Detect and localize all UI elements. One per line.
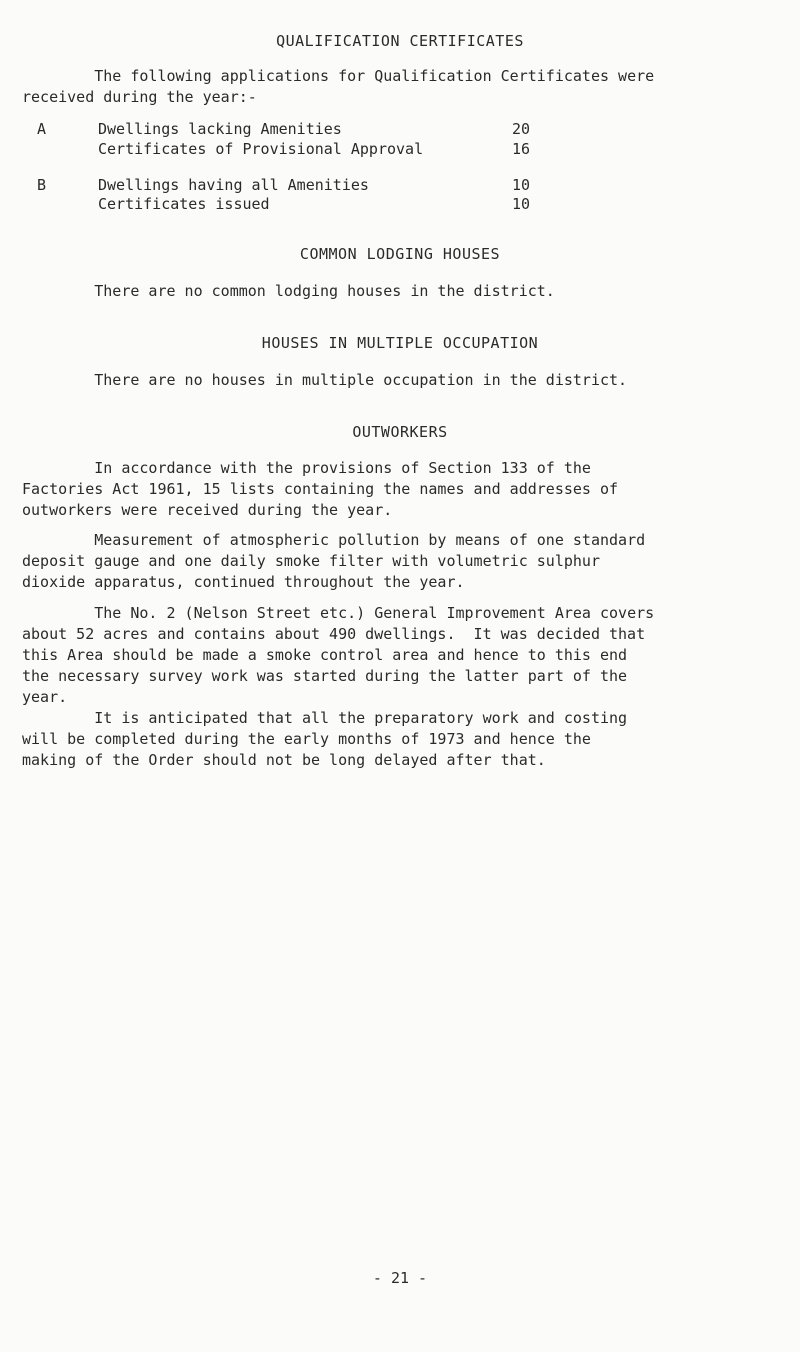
row-label: Dwellings lacking Amenities [98, 120, 342, 138]
page-number: - 21 - [372, 1269, 428, 1287]
pollution-paragraph: Measurement of atmospheric pollution by means of one standard deposit gauge and one daily smoke filter with volumetric sulphur dioxide apparatus, continued throughout the year. [22, 531, 646, 591]
row-value: 16 [512, 140, 531, 158]
multiple-occupation-text: There are no houses in multiple occupation in the district. [22, 371, 628, 389]
row-label: Dwellings having all Amenities [98, 176, 369, 194]
outworkers-paragraph-1: In accordance with the provisions of Section 133 of the Factories Act 1961, 15 lists containing the names and addresses of outworkers were received during the year. [22, 459, 619, 519]
outworkers-heading: OUTWORKERS [352, 423, 448, 441]
row-label: Certificates issued [98, 195, 270, 213]
group-letter-a: A [37, 120, 47, 138]
common-lodging-heading: COMMON LODGING HOUSES [299, 245, 501, 263]
group-letter-b: B [37, 176, 47, 194]
row-value: 20 [512, 120, 531, 138]
row-value: 10 [512, 195, 531, 213]
row-value: 10 [512, 176, 531, 194]
row-label: Certificates of Provisional Approval [98, 140, 424, 158]
common-lodging-text: There are no common lodging houses in the district. [22, 282, 555, 300]
multiple-occupation-heading: HOUSES IN MULTIPLE OCCUPATION [261, 334, 539, 352]
anticipation-paragraph: It is anticipated that all the preparatory work and costing will be completed during the early months of 1973 and hence the making of the Order should not be long delayed after that. [22, 709, 628, 769]
improvement-area-paragraph: The No. 2 (Nelson Street etc.) General Improvement Area covers about 52 acres and contains about 490 dwellings. It was decided that this Area should be made a smoke control area and hence to this end the necessary survey work was started during the latter part of the year. [22, 604, 655, 706]
page-title: QUALIFICATION CERTIFICATES [276, 32, 524, 50]
intro-paragraph: The following applications for Qualification Certificates were received during the year:- [22, 67, 655, 106]
